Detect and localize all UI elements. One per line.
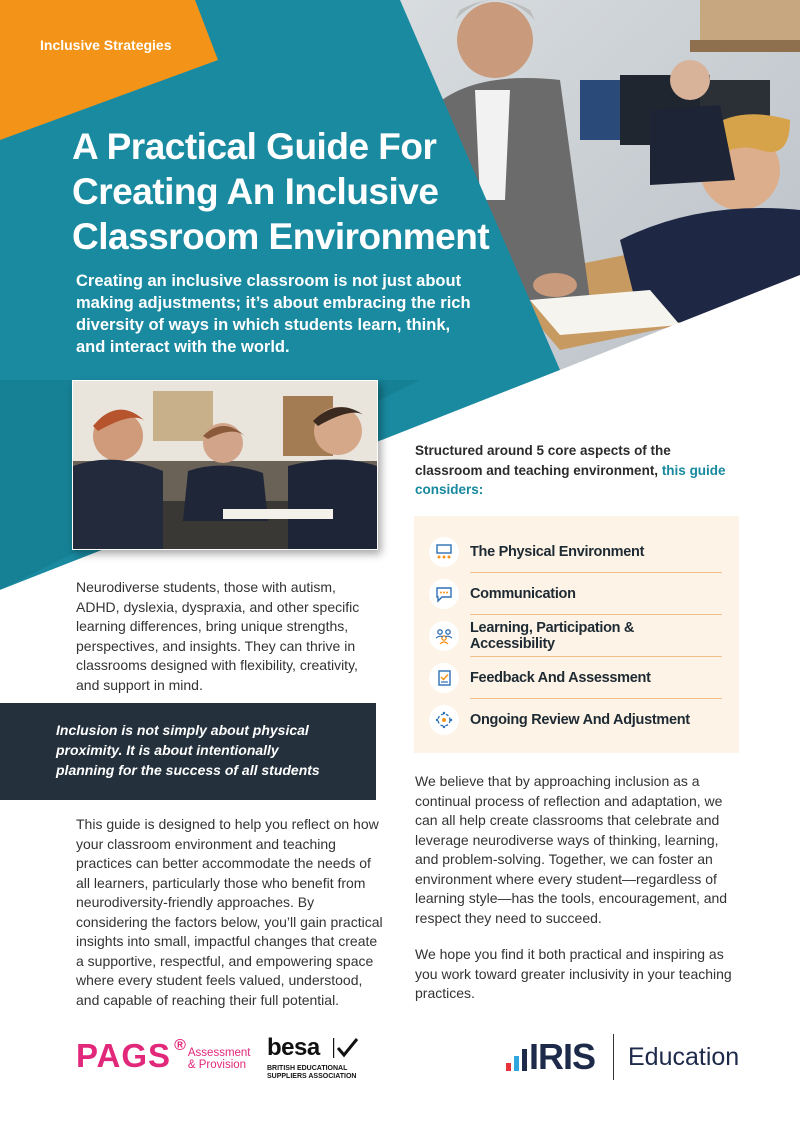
- aspect-label: Communication: [470, 586, 576, 602]
- aspect-item: [429, 699, 722, 741]
- page-title: A Practical Guide For Creating An Inclusive Classroom Environment: [72, 126, 490, 257]
- core-aspects-panel: [414, 516, 739, 753]
- structured-intro-text: Structured around 5 core aspects of the classroom and teaching environment,: [415, 443, 671, 478]
- iris-logo-name: IRIS: [529, 1036, 596, 1077]
- aspect-label: Learning, Participation & Accessibility: [470, 620, 635, 652]
- structured-intro-highlight: this guide considers:: [415, 462, 726, 497]
- aspect-label: Ongoing Review And Adjustment: [470, 712, 690, 728]
- neurodiverse-paragraph: Neurodiverse students, those with autism, ADHD, dyslexia, dyspraxia, and other specific learning differences, bring unique strengths, perspectives, and insights. They can thrive in classrooms designed with flexibility, creativity, and support in mind.: [76, 579, 360, 693]
- pags-logo-subtitle: Assessment & Provision: [187, 1047, 251, 1071]
- guide-purpose-paragraph: This guide is designed to help you reflect on how your classroom environment and teaching practices can better accommodate the needs of all learners, particularly those who benefit from neurodiversity-friendly approaches. By considering the factors below, you’ll gain practical insights into small, impactful changes that create a supportive, respectful, and empowering space where every student feels valued, understood, and capable of reaching their full potential.: [76, 816, 383, 1008]
- iris-logo-divider: [613, 1034, 614, 1080]
- besa-check-icon: [333, 1036, 359, 1060]
- group-icon: [429, 621, 459, 651]
- intro-text: Creating an inclusive classroom is not just about making adjustments; it’s about embracing the rich diversity of ways in which students learn, think, and interact with the world.: [76, 272, 471, 356]
- pags-logo: [76, 1038, 251, 1074]
- inclusion-process-paragraph: We believe that by approaching inclusion as a continual process of reflection and adaptation, we can all help create classrooms that celebrate and leverage neurodiverse ways of thinking, learning, and problem-solving. Together, we can foster an environment where every student—regardless of learning style—has the tools, encouragement, and respect they need to succeed.: [415, 773, 728, 926]
- aspect-item: [429, 657, 722, 699]
- pags-logo-name: PAGS: [76, 1037, 172, 1074]
- besa-logo-name: besa: [267, 1034, 320, 1061]
- quote-text: Inclusion is not simply about physical proximity. It is about intentionally planning for the success of all students: [56, 722, 320, 778]
- students-photo: [72, 380, 378, 550]
- iris-bars-icon: [506, 1045, 528, 1071]
- orange-banner: [0, 0, 800, 140]
- aspect-item: [429, 531, 722, 573]
- aspect-item: [429, 573, 722, 615]
- aspect-item: [429, 615, 722, 657]
- classroom-icon: [429, 537, 459, 567]
- clipboard-check-icon: [429, 663, 459, 693]
- structured-intro: [415, 441, 735, 500]
- pags-logo-registered: ®: [174, 1037, 186, 1054]
- aspect-label: Feedback And Assessment: [470, 670, 651, 686]
- category-tag: Inclusive Strategies: [40, 37, 172, 53]
- aspect-label: The Physical Environment: [470, 544, 645, 560]
- speech-bubble-icon: [429, 579, 459, 609]
- cycle-icon: [429, 705, 459, 735]
- closing-paragraph: We hope you find it both practical and inspiring as you work toward greater inclusivity in your teaching practices.: [415, 946, 732, 1001]
- iris-logo-division: Education: [628, 1043, 740, 1071]
- besa-logo-subtitle: BRITISH EDUCATIONAL SUPPLIERS ASSOCIATION: [267, 1065, 357, 1080]
